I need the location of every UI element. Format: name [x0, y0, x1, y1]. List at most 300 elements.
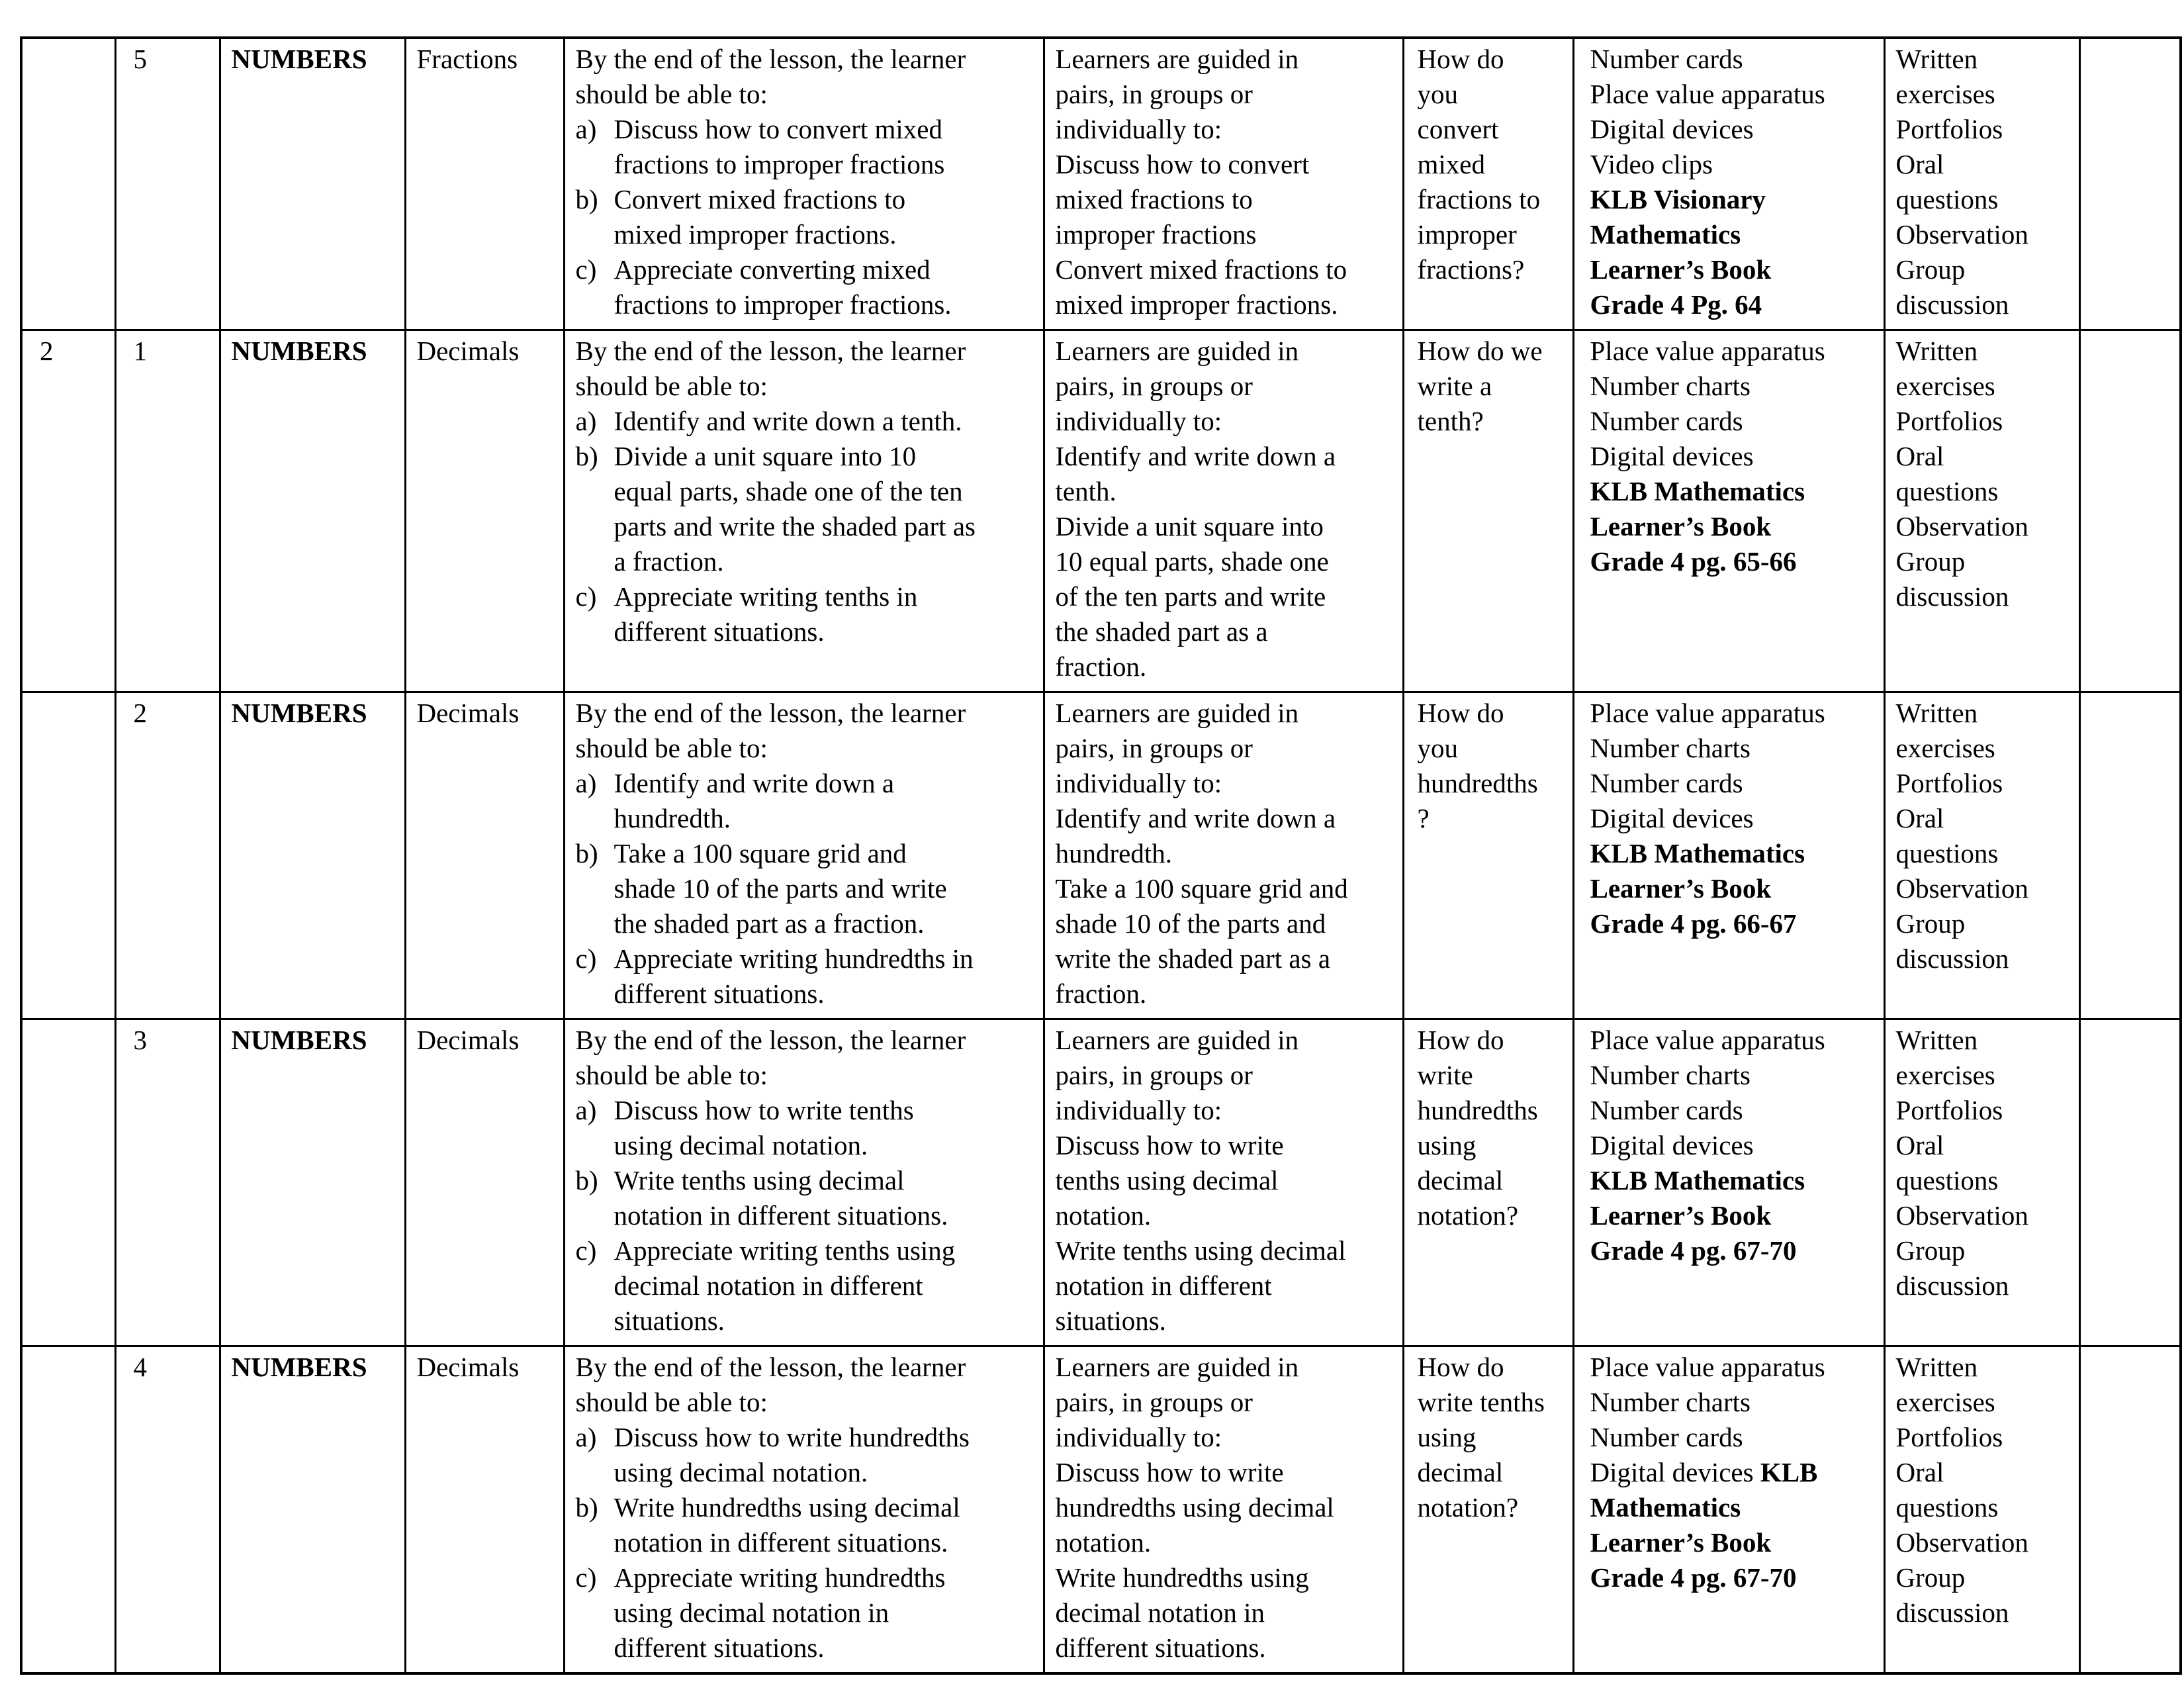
outcome-item: [576, 1560, 1035, 1665]
resource-line: [1590, 1420, 1876, 1455]
resource-text: Number charts: [1590, 1387, 1751, 1417]
resource-line: [1590, 369, 1876, 404]
experience-line: pairs, in groups or: [1055, 1387, 1253, 1417]
cell-learning-resources: [1573, 1019, 1884, 1346]
resource-line: [1590, 252, 1876, 287]
resource-text: KLB: [1760, 1457, 1818, 1487]
outcome-item: [576, 579, 1035, 649]
inquiry-line: decimal: [1417, 1165, 1504, 1196]
cell-strand: [220, 692, 405, 1019]
resource-text: Learner’s Book: [1590, 873, 1772, 904]
table-row: [21, 692, 2181, 1019]
outcome-item: [576, 182, 1035, 252]
week-number: [40, 1350, 107, 1385]
cell-strand: [220, 1019, 405, 1346]
experience-line: mixed improper fractions.: [1055, 289, 1338, 320]
substrand-label: Decimals: [416, 1352, 520, 1382]
outcome-item: [576, 836, 1035, 941]
assessment-line: discussion: [1895, 1597, 2009, 1628]
resource-text: Digital devices: [1590, 441, 1754, 471]
inquiry-line: fractions to: [1417, 184, 1541, 214]
scheme-of-work-table: [20, 36, 2182, 1675]
lesson-number: 5: [133, 44, 147, 74]
remarks-text: [2091, 696, 2172, 731]
resource-line: [1590, 1525, 1876, 1560]
cell-substrand: [405, 330, 564, 692]
resource-text: Learner’s Book: [1590, 254, 1772, 285]
experience-line: improper fractions: [1055, 219, 1257, 250]
outcome-item-text: [614, 579, 1035, 649]
cell-substrand: [405, 1346, 564, 1674]
outcome-item-label: c): [575, 254, 597, 285]
outcome-text-line: equal parts, shade one of the ten: [614, 476, 963, 506]
experience-line: Convert mixed fractions to: [1055, 254, 1347, 285]
resource-line: [1590, 1198, 1876, 1233]
inquiry-line: How do: [1417, 1352, 1504, 1382]
assessment-line: Portfolios: [1895, 114, 2003, 144]
outcome-text-line: Appreciate writing hundredths: [614, 1562, 946, 1593]
experience-line: notation.: [1055, 1527, 1152, 1558]
table-row: [21, 330, 2181, 692]
assessment-line: Group: [1895, 546, 1966, 577]
resource-line: [1590, 1058, 1876, 1093]
outcome-item: [576, 252, 1035, 322]
outcome-text-line: different situations.: [614, 978, 825, 1009]
resource-line: [1590, 42, 1876, 77]
assessment-line: questions: [1895, 184, 1999, 214]
assessment-line: discussion: [1895, 1270, 2009, 1301]
inquiry-line: hundredths: [1417, 1095, 1538, 1125]
cell-substrand: [405, 692, 564, 1019]
experience-line: Learners are guided in: [1055, 1352, 1299, 1382]
scheme-table-body: [21, 38, 2181, 1673]
outcomes-intro: [576, 334, 1035, 404]
outcome-item: [576, 1163, 1035, 1233]
assessment-line: Observation: [1895, 511, 2028, 541]
outcome-item-text: [614, 252, 1035, 322]
outcome-text-line: hundredth.: [614, 803, 731, 833]
resource-line: [1590, 1385, 1876, 1420]
resource-text: KLB Mathematics: [1590, 1165, 1805, 1196]
resource-text: Digital devices: [1590, 114, 1754, 144]
week-number: [40, 42, 107, 77]
experience-line: Discuss how to write: [1055, 1130, 1284, 1160]
resource-text: Digital devices: [1590, 803, 1754, 833]
resource-line: [1590, 801, 1876, 836]
experience-line: individually to:: [1055, 1095, 1222, 1125]
experience-line: tenths using decimal: [1055, 1165, 1279, 1196]
resource-text: Mathematics: [1590, 219, 1741, 250]
outcome-text-line: different situations.: [614, 616, 825, 647]
experience-line: tenth.: [1055, 476, 1116, 506]
resource-line: [1590, 871, 1876, 906]
experience-line: individually to:: [1055, 1422, 1222, 1452]
resource-text: Place value apparatus: [1590, 79, 1825, 109]
outcome-text-line: parts and write the shaded part as: [614, 511, 976, 541]
outcome-item: [576, 1093, 1035, 1163]
outcome-item-label: a): [575, 768, 597, 798]
assessment-line: Written: [1895, 698, 1978, 728]
outcome-text-line: Discuss how to write tenths: [614, 1095, 914, 1125]
outcome-text-line: Discuss how to convert mixed: [614, 114, 942, 144]
resource-line: [1590, 287, 1876, 322]
inquiry-line: improper: [1417, 219, 1517, 250]
outcome-item: [576, 1233, 1035, 1338]
resource-line: [1590, 112, 1876, 147]
resource-line: [1590, 1128, 1876, 1163]
outcome-item-text: [614, 439, 1035, 579]
outcome-item-label: b): [575, 184, 598, 214]
experience-line: of the ten parts and write: [1055, 581, 1326, 612]
cell-lesson: [115, 1019, 220, 1346]
cell-substrand: [405, 1019, 564, 1346]
cell-assessment: [1884, 330, 2079, 692]
outcome-item-text: [614, 1233, 1035, 1338]
resource-text: Number charts: [1590, 733, 1751, 763]
assessment-line: exercises: [1895, 79, 1995, 109]
outcomes-intro: [576, 696, 1035, 766]
lesson-number: 4: [133, 1352, 147, 1382]
assessment-line: exercises: [1895, 1060, 1995, 1090]
inquiry-line: How do: [1417, 698, 1504, 728]
assessment-line: Portfolios: [1895, 768, 2003, 798]
inquiry-line: hundredths: [1417, 768, 1538, 798]
outcomes-intro: [576, 1350, 1035, 1420]
cell-learning-experiences: [1044, 692, 1403, 1019]
resource-line: [1590, 1350, 1876, 1385]
outcomes-intro-line: By the end of the lesson, the learner: [575, 698, 966, 728]
cell-strand: [220, 1346, 405, 1674]
assessment-line: Oral: [1895, 1457, 1944, 1487]
outcome-item-label: a): [575, 114, 597, 144]
cell-learning-outcomes: [564, 1019, 1044, 1346]
experience-line: decimal notation in: [1055, 1597, 1265, 1628]
experience-line: Write hundredths using: [1055, 1562, 1309, 1593]
resource-text: Grade 4 pg. 67-70: [1590, 1562, 1797, 1593]
cell-strand: [220, 330, 405, 692]
cell-remarks: [2079, 38, 2181, 330]
assessment-line: questions: [1895, 1165, 1999, 1196]
experience-line: hundredth.: [1055, 838, 1172, 868]
inquiry-line: notation?: [1417, 1200, 1519, 1231]
outcomes-intro-line: should be able to:: [575, 371, 768, 401]
outcome-text-line: using decimal notation.: [614, 1457, 868, 1487]
assessment-line: Written: [1895, 1352, 1978, 1382]
inquiry-line: you: [1417, 79, 1458, 109]
resource-line: [1590, 1163, 1876, 1198]
outcomes-intro-line: By the end of the lesson, the learner: [575, 336, 966, 366]
resource-text: Video clips: [1590, 149, 1713, 179]
cell-key-inquiry-question: [1403, 1346, 1573, 1674]
experience-line: shade 10 of the parts and: [1055, 908, 1326, 939]
outcome-item-text: [614, 112, 1035, 182]
experience-line: Learners are guided in: [1055, 44, 1299, 74]
experience-line: individually to:: [1055, 768, 1222, 798]
resource-text: KLB Visionary: [1590, 184, 1766, 214]
strand-label: NUMBERS: [231, 1352, 367, 1382]
cell-lesson: [115, 692, 220, 1019]
assessment-line: questions: [1895, 838, 1999, 868]
outcomes-intro-line: By the end of the lesson, the learner: [575, 1025, 966, 1055]
lesson-number: 1: [133, 336, 147, 366]
outcome-text-line: Appreciate writing tenths in: [614, 581, 918, 612]
assessment-line: Oral: [1895, 149, 1944, 179]
outcomes-intro-line: should be able to:: [575, 1060, 768, 1090]
outcome-text-line: Write tenths using decimal: [614, 1165, 905, 1196]
week-number: [40, 696, 107, 731]
assessment-line: discussion: [1895, 289, 2009, 320]
inquiry-line: write a: [1417, 371, 1492, 401]
cell-substrand: [405, 38, 564, 330]
remarks-text: [2091, 1023, 2172, 1058]
assessment-line: Observation: [1895, 1527, 2028, 1558]
outcome-text-line: using decimal notation.: [614, 1130, 868, 1160]
substrand-label: Decimals: [416, 1025, 520, 1055]
resource-line: [1590, 1093, 1876, 1128]
table-row: [21, 1346, 2181, 1674]
experience-line: Discuss how to write: [1055, 1457, 1284, 1487]
cell-learning-outcomes: [564, 692, 1044, 1019]
outcomes-intro-line: should be able to:: [575, 79, 768, 109]
experience-line: different situations.: [1055, 1632, 1266, 1663]
outcome-text-line: Take a 100 square grid and: [614, 838, 907, 868]
experience-line: pairs, in groups or: [1055, 733, 1253, 763]
experience-line: Identify and write down a: [1055, 803, 1336, 833]
lesson-number: 3: [133, 1025, 147, 1055]
outcomes-intro-line: should be able to:: [575, 733, 768, 763]
cell-strand: [220, 38, 405, 330]
outcome-item-text: [614, 1490, 1035, 1560]
outcome-item-label: b): [575, 1165, 598, 1196]
outcome-item-label: c): [575, 943, 597, 974]
resource-text: Number cards: [1590, 44, 1743, 74]
cell-key-inquiry-question: [1403, 692, 1573, 1019]
cell-week: [21, 1019, 115, 1346]
cell-learning-experiences: [1044, 38, 1403, 330]
resource-text: Number cards: [1590, 1095, 1743, 1125]
resource-line: [1590, 404, 1876, 439]
outcome-item-label: a): [575, 1422, 597, 1452]
assessment-line: exercises: [1895, 733, 1995, 763]
outcome-item-text: [614, 1560, 1035, 1665]
inquiry-line: using: [1417, 1130, 1477, 1160]
inquiry-line: you: [1417, 733, 1458, 763]
outcome-item-label: c): [575, 581, 597, 612]
substrand-label: Decimals: [416, 698, 520, 728]
experience-line: mixed fractions to: [1055, 184, 1253, 214]
cell-assessment: [1884, 38, 2079, 330]
week-number: [40, 1023, 107, 1058]
strand-label: NUMBERS: [231, 1025, 367, 1055]
resource-line: [1590, 696, 1876, 731]
remarks-text: [2091, 334, 2172, 369]
inquiry-line: ?: [1417, 803, 1430, 833]
outcome-text-line: fractions to improper fractions: [614, 149, 945, 179]
resource-line: [1590, 474, 1876, 509]
cell-week: [21, 38, 115, 330]
outcome-text-line: notation in different situations.: [614, 1527, 948, 1558]
table-row: [21, 38, 2181, 330]
resource-text: Grade 4 pg. 65-66: [1590, 546, 1797, 577]
cell-week: [21, 1346, 115, 1674]
outcome-item: [576, 1420, 1035, 1490]
assessment-line: questions: [1895, 476, 1999, 506]
outcome-item-label: a): [575, 406, 597, 436]
outcome-item-label: a): [575, 1095, 597, 1125]
remarks-text: [2091, 1350, 2172, 1385]
assessment-line: exercises: [1895, 371, 1995, 401]
week-number: 2: [40, 336, 54, 366]
inquiry-line: write: [1417, 1060, 1473, 1090]
resource-line: [1590, 439, 1876, 474]
outcome-text-line: Write hundredths using decimal: [614, 1492, 960, 1523]
assessment-line: exercises: [1895, 1387, 1995, 1417]
outcome-text-line: mixed improper fractions.: [614, 219, 897, 250]
resource-text: Place value apparatus: [1590, 1352, 1825, 1382]
cell-remarks: [2079, 1019, 2181, 1346]
outcome-text-line: Appreciate converting mixed: [614, 254, 931, 285]
outcome-item: [576, 1490, 1035, 1560]
cell-assessment: [1884, 692, 2079, 1019]
inquiry-line: convert: [1417, 114, 1499, 144]
resource-line: [1590, 766, 1876, 801]
inquiry-line: How do: [1417, 1025, 1504, 1055]
inquiry-line: tenth?: [1417, 406, 1484, 436]
outcome-item-text: [614, 766, 1035, 836]
cell-lesson: [115, 330, 220, 692]
experience-line: Discuss how to convert: [1055, 149, 1310, 179]
resource-line: [1590, 1023, 1876, 1058]
substrand-label: Fractions: [416, 44, 518, 74]
outcome-item-label: b): [575, 1492, 598, 1523]
resource-text: Digital devices: [1590, 1130, 1754, 1160]
resource-line: [1590, 906, 1876, 941]
cell-key-inquiry-question: [1403, 1019, 1573, 1346]
outcomes-intro-line: By the end of the lesson, the learner: [575, 44, 966, 74]
resource-line: [1590, 509, 1876, 544]
strand-label: NUMBERS: [231, 698, 367, 728]
inquiry-line: decimal: [1417, 1457, 1504, 1487]
experience-line: pairs, in groups or: [1055, 371, 1253, 401]
assessment-line: Portfolios: [1895, 1095, 2003, 1125]
resource-line: [1590, 1455, 1876, 1490]
resource-line: [1590, 836, 1876, 871]
resource-text: Number cards: [1590, 768, 1743, 798]
assessment-line: Group: [1895, 1235, 1966, 1266]
outcome-text-line: shade 10 of the parts and write: [614, 873, 947, 904]
outcome-item: [576, 112, 1035, 182]
cell-learning-resources: [1573, 692, 1884, 1019]
cell-learning-experiences: [1044, 1346, 1403, 1674]
outcomes-intro: [576, 42, 1035, 112]
cell-week: [21, 330, 115, 692]
lesson-number: 2: [133, 698, 147, 728]
resource-text: Learner’s Book: [1590, 1527, 1772, 1558]
outcome-item-text: [614, 836, 1035, 941]
resource-text: Learner’s Book: [1590, 1200, 1772, 1231]
assessment-line: Portfolios: [1895, 406, 2003, 436]
assessment-line: Observation: [1895, 873, 2028, 904]
outcome-text-line: Appreciate writing tenths using: [614, 1235, 956, 1266]
experience-line: write the shaded part as a: [1055, 943, 1331, 974]
cell-learning-outcomes: [564, 330, 1044, 692]
resource-line: [1590, 731, 1876, 766]
outcome-item-text: [614, 182, 1035, 252]
strand-label: NUMBERS: [231, 44, 367, 74]
experience-line: individually to:: [1055, 114, 1222, 144]
outcome-item-label: b): [575, 441, 598, 471]
experience-line: pairs, in groups or: [1055, 79, 1253, 109]
strand-label: NUMBERS: [231, 336, 367, 366]
resource-text: Grade 4 pg. 67-70: [1590, 1235, 1797, 1266]
experience-line: pairs, in groups or: [1055, 1060, 1253, 1090]
outcomes-intro-line: By the end of the lesson, the learner: [575, 1352, 966, 1382]
resource-text: Grade 4 Pg. 64: [1590, 289, 1762, 320]
cell-week: [21, 692, 115, 1019]
resource-text: Grade 4 pg. 66-67: [1590, 908, 1797, 939]
assessment-line: Written: [1895, 336, 1978, 366]
cell-learning-outcomes: [564, 1346, 1044, 1674]
assessment-line: Observation: [1895, 1200, 2028, 1231]
substrand-label: Decimals: [416, 336, 520, 366]
cell-lesson: [115, 1346, 220, 1674]
table-row: [21, 1019, 2181, 1346]
inquiry-line: fractions?: [1417, 254, 1525, 285]
resource-text: Place value apparatus: [1590, 698, 1825, 728]
experience-line: Write tenths using decimal: [1055, 1235, 1346, 1266]
outcome-item-label: c): [575, 1562, 597, 1593]
resource-text: Learner’s Book: [1590, 511, 1772, 541]
experience-line: individually to:: [1055, 406, 1222, 436]
outcome-text-line: Convert mixed fractions to: [614, 184, 906, 214]
outcome-item-text: [614, 1093, 1035, 1163]
outcomes-intro-line: should be able to:: [575, 1387, 768, 1417]
resource-line: [1590, 147, 1876, 182]
assessment-line: discussion: [1895, 581, 2009, 612]
assessment-line: Written: [1895, 1025, 1978, 1055]
resource-line: [1590, 1560, 1876, 1595]
outcome-text-line: Identify and write down a tenth.: [614, 406, 962, 436]
inquiry-line: mixed: [1417, 149, 1485, 179]
outcome-text-line: Identify and write down a: [614, 768, 895, 798]
assessment-line: discussion: [1895, 943, 2009, 974]
cell-assessment: [1884, 1346, 2079, 1674]
assessment-line: Group: [1895, 908, 1966, 939]
resource-text: KLB Mathematics: [1590, 838, 1805, 868]
inquiry-line: using: [1417, 1422, 1477, 1452]
assessment-line: questions: [1895, 1492, 1999, 1523]
outcome-item-text: [614, 1163, 1035, 1233]
assessment-line: Observation: [1895, 219, 2028, 250]
resource-text: Digital devices: [1590, 1457, 1760, 1487]
outcome-item-text: [614, 1420, 1035, 1490]
outcome-item-text: [614, 404, 1035, 439]
inquiry-line: write tenths: [1417, 1387, 1545, 1417]
experience-line: 10 equal parts, shade one: [1055, 546, 1329, 577]
experience-line: Take a 100 square grid and: [1055, 873, 1348, 904]
cell-learning-resources: [1573, 1346, 1884, 1674]
experience-line: situations.: [1055, 1305, 1166, 1336]
cell-remarks: [2079, 1346, 2181, 1674]
outcomes-intro: [576, 1023, 1035, 1093]
experience-line: Identify and write down a: [1055, 441, 1336, 471]
resource-line: [1590, 1233, 1876, 1268]
cell-key-inquiry-question: [1403, 330, 1573, 692]
inquiry-line: How do we: [1417, 336, 1543, 366]
outcome-text-line: the shaded part as a fraction.: [614, 908, 925, 939]
outcome-item-label: b): [575, 838, 598, 868]
cell-learning-resources: [1573, 330, 1884, 692]
